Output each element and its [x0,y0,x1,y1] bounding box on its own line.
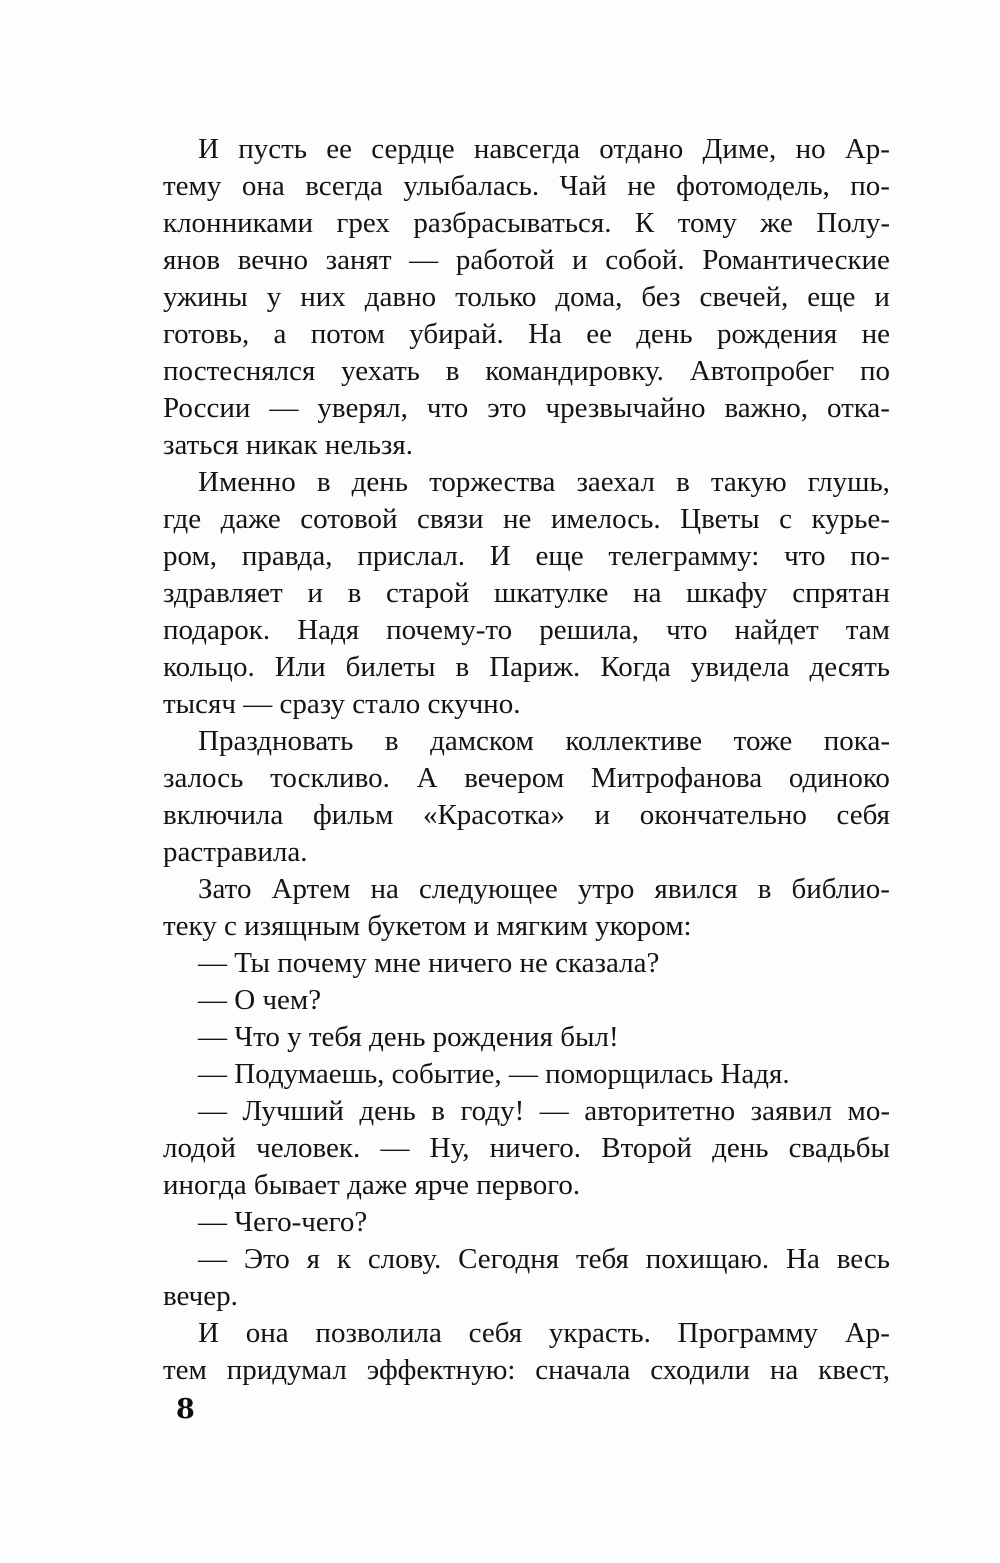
text-line: Зато Артем на следующее утро явился в библио- [198,873,890,905]
text-line: растравила. [163,836,308,868]
text-line: — Ты почему мне ничего не сказала? [198,947,660,979]
text-line: ром, правда, прислал. И еще телеграмму: что по- [163,540,890,572]
text-line: тем придумал эффектную: сначала сходили на квест, [163,1354,890,1386]
text-block [163,131,890,1389]
text-line: залось тоскливо. А вечером Митрофанова одиноко [163,762,890,794]
text-line: тысяч — сразу стало скучно. [163,688,521,720]
text-line: постеснялся уехать в командировку. Автопробег по [163,355,890,387]
page-number: 8 [176,1394,195,1425]
text-line: — Это я к слову. Сегодня тебя похищаю. На весь [198,1243,890,1275]
text-line: — Чего-чего? [198,1206,368,1238]
text-line: янов вечно занят — работой и собой. Романтические [163,244,890,276]
text-line: клонниками грех разбрасываться. К тому же Полу- [163,207,890,239]
text-line: — О чем? [198,984,322,1016]
text-line: Праздновать в дамском коллективе тоже пока- [198,725,890,757]
text-line: вечер. [163,1280,238,1312]
text-line: здравляет и в старой шкатулке на шкафу спрятан [163,577,890,609]
text-line: — Подумаешь, событие, — поморщилась Надя. [198,1058,790,1090]
text-line: тему она всегда улыбалась. Чай не фотомодель, по- [163,170,890,202]
text-line: — Что у тебя день рождения был! [198,1021,619,1053]
text-line: Именно в день торжества заехал в такую глушь, [198,466,890,498]
text-line: России — уверял, что это чрезвычайно важно, отка- [163,392,890,424]
text-line: включила фильм «Красотка» и окончательно себя [163,799,890,831]
text-line: иногда бывает даже ярче первого. [163,1169,581,1201]
text-line: кольцо. Или билеты в Париж. Когда увидела десять [163,651,890,683]
text-line: — Лучший день в году! — авторитетно заявил мо- [198,1095,890,1127]
text-line: И она позволила себя украсть. Программу Ар- [198,1317,890,1349]
text-line: лодой человек. — Ну, ничего. Второй день свадьбы [163,1132,890,1164]
text-line: подарок. Надя почему-то решила, что найдет там [163,614,890,646]
text-line: заться никак нельзя. [163,429,413,461]
text-line: где даже сотовой связи не имелось. Цветы с курье- [163,503,890,535]
text-line: готовь, а потом убирай. На ее день рождения не [163,318,890,350]
text-line: теку с изящным букетом и мягким укором: [163,910,692,942]
text-line: И пусть ее сердце навсегда отдано Диме, но Ар- [198,133,890,165]
text-line: ужины у них давно только дома, без свечей, еще и [163,281,890,313]
